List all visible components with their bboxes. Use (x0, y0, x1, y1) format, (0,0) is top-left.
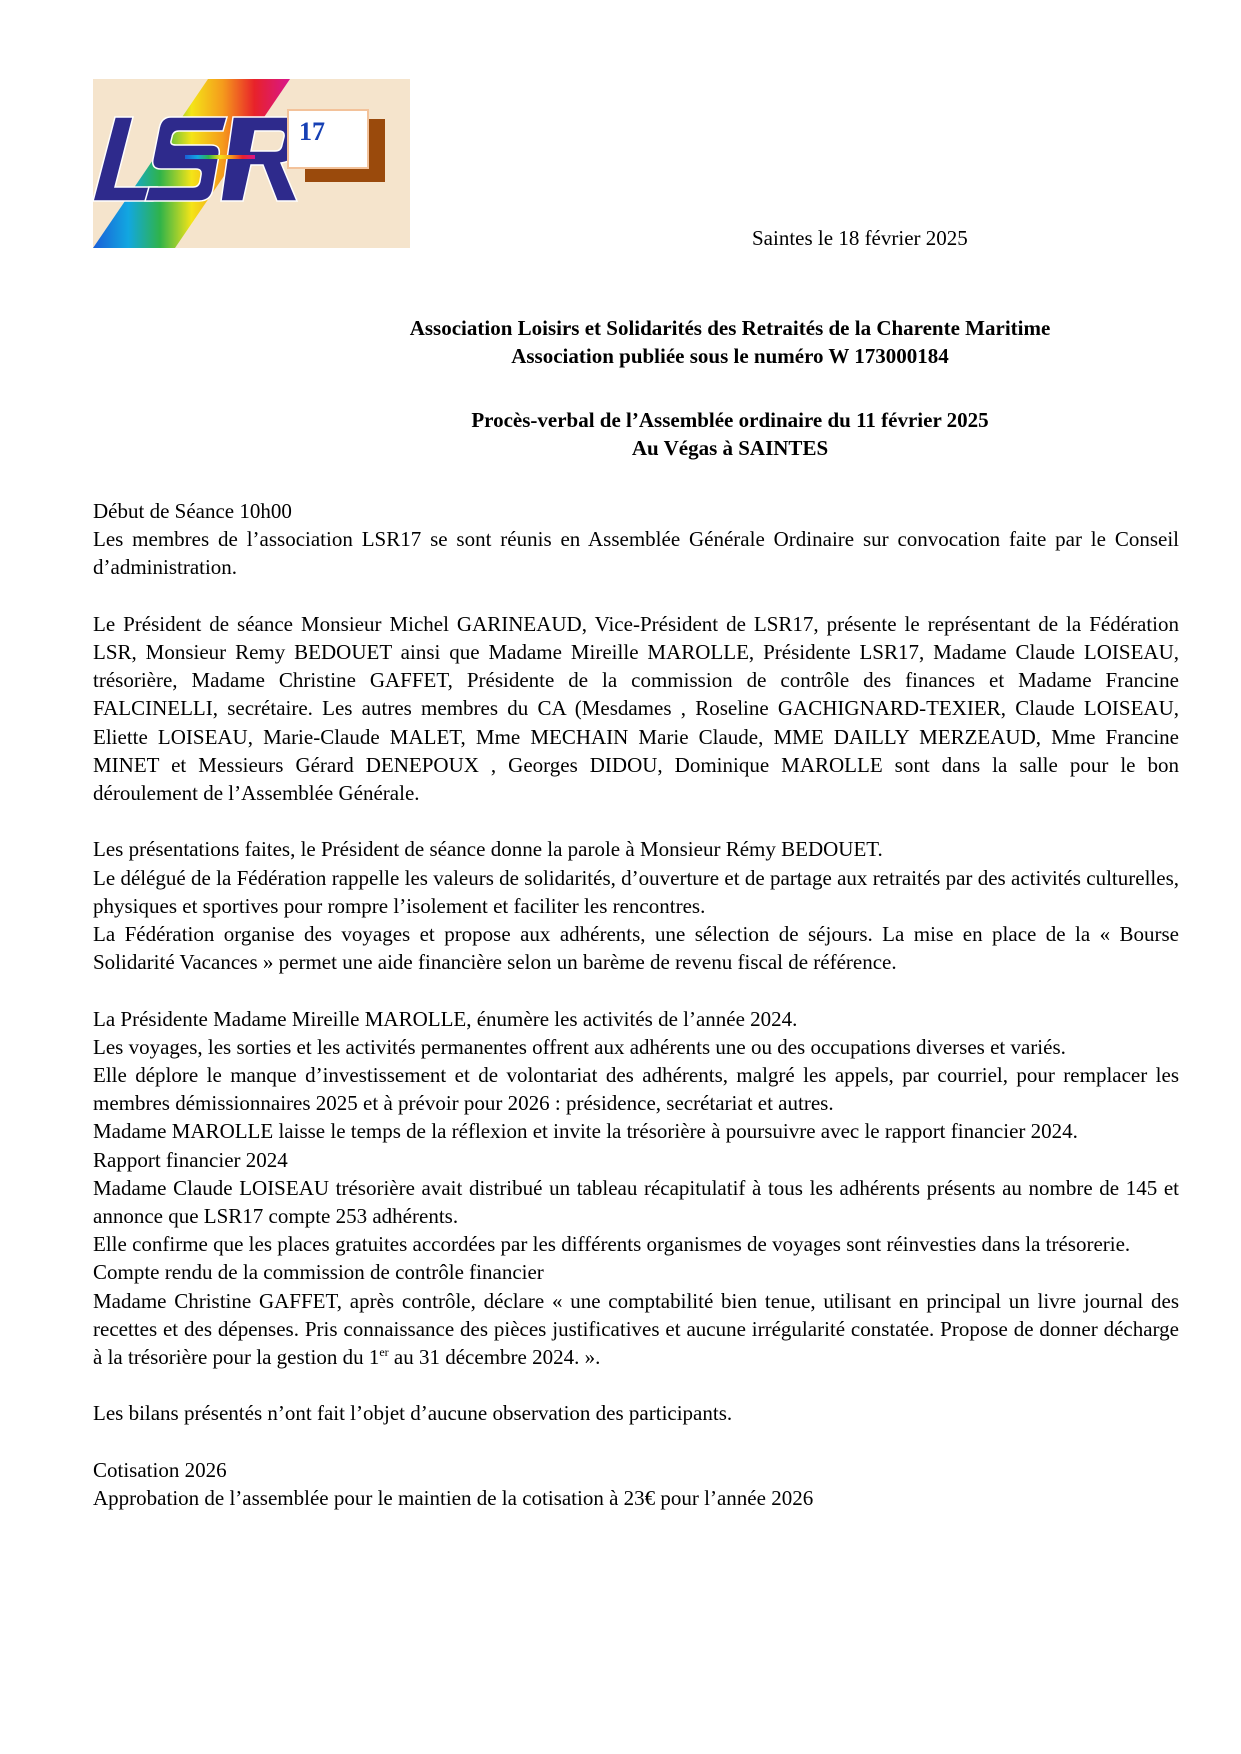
session-start: Début de Séance 10h00 (93, 499, 292, 523)
paragraph-audit: Madame Christine GAFFET, après contrôle, déclare « une comptabilité bien tenue, utilisant en principal un livre journal des recettes et des dépenses. Pris connaissance des pièces justificatives et aucune irrégularité constatée. Propose de donner décharge à la trésorière pour la gestion du 1er au 31 décembre 2024. ». (93, 1288, 1179, 1370)
paragraph: La Présidente Madame Mireille MAROLLE, énumère les activités de l’année 2024. (93, 1006, 798, 1031)
paragraph: Les membres de l’association LSR17 se sont réunis en Assemblée Générale Ordinaire sur convocation faite par le Conseil d’administration. (93, 527, 1179, 580)
paragraph: Les présentations faites, le Président de séance donne la parole à Monsieur Rémy BEDOUET. (93, 837, 883, 862)
logo-number: 17 (299, 117, 325, 146)
paragraph: Madame Claude LOISEAU trésorière avait distribué un tableau récapitulatif à tous les adhérents présents au nombre de 145 et annonce que LSR17 compte 253 adhérents. (93, 1175, 1179, 1229)
paragraph: Les bilans présentés n’ont fait l’objet d’aucune observation des participants. (93, 1401, 733, 1426)
association-name: Association Loisirs et Solidarités des Retraités de la Charente Maritime (409, 316, 1051, 340)
document-date: Saintes le 18 février 2025 (752, 226, 968, 250)
paragraph: Elle confirme que les places gratuites accordées par les différents organismes de voyages sont réinvesties dans la trésorerie. (93, 1232, 1131, 1257)
paragraph: Le délégué de la Fédération rappelle les valeurs de solidarités, d’ouverture et de partage aux retraités par des activités culturelles, physiques et sportives pour rompre l’isolement et faciliter les rencontres. (93, 865, 1179, 918)
section-title-audit-report: Compte rendu de la commission de contrôle financier (93, 1260, 544, 1285)
section-title-financial-report: Rapport financier 2024 (93, 1147, 288, 1172)
section-title-cotisation: Cotisation 2026 (93, 1457, 227, 1482)
paragraph: Elle déplore le manque d’investissement et de volontariat des adhérents, malgré les appels, par courriel, pour remplacer les membres démissionnaires 2025 et à prévoir pour 2026 : présidence, secrétariat et autres. (93, 1063, 1179, 1116)
minutes-heading (280, 406, 1180, 462)
paragraph: Les voyages, les sorties et les activités permanentes offrent aux adhérents une ou des occupations diverses et variés. (93, 1034, 1066, 1059)
minutes-title: Procès-verbal de l’Assemblée ordinaire du 11 février 2025 (471, 408, 989, 432)
paragraph-attendees: Le Président de séance Monsieur Michel GARINEAUD, Vice-Président de LSR17, présente le représentant de la Fédération LSR, Monsieur Remy BEDOUET ainsi que Madame Mireille MAROLLE, Présidente LSR17, Madame Claude LOISEAU, trésorière, Madame Christine GAFFET, Présidente de la commission de contrôle des finances et Madame Francine FALCINELLI, secrétaire. Les autres membres du CA (Mesdames , Roseline GACHIGNARD-TEXIER, Claude LOISEAU, Eliette LOISEAU, Marie-Claude MALET, Mme MECHAIN Marie Claude, MME DAILLY MERZEAUD, Mme Francine MINET et Messieurs Gérard DENEPOUX , Georges DIDOU, Dominique MAROLLE sont dans la salle pour le bon déroulement de l’Assemblée Générale. (93, 611, 1179, 806)
minutes-venue: Au Végas à SAINTES (631, 436, 829, 460)
association-heading (280, 314, 1180, 370)
lsr17-logo (93, 79, 410, 248)
paragraph: Approbation de l’assemblée pour le maintien de la cotisation à 23€ pour l’année 2026 (93, 1486, 814, 1511)
minutes-body (93, 497, 1179, 1512)
association-registration: Association publiée sous le numéro W 173000184 (511, 344, 949, 368)
paragraph: Madame MAROLLE laisse le temps de la réflexion et invite la trésorière à poursuivre avec le rapport financier 2024. (93, 1119, 1078, 1144)
paragraph: La Fédération organise des voyages et propose aux adhérents, une sélection de séjours. La mise en place de la « Bourse Solidarité Vacances » permet une aide financière selon un barème de revenu fiscal de référence. (93, 922, 1179, 975)
